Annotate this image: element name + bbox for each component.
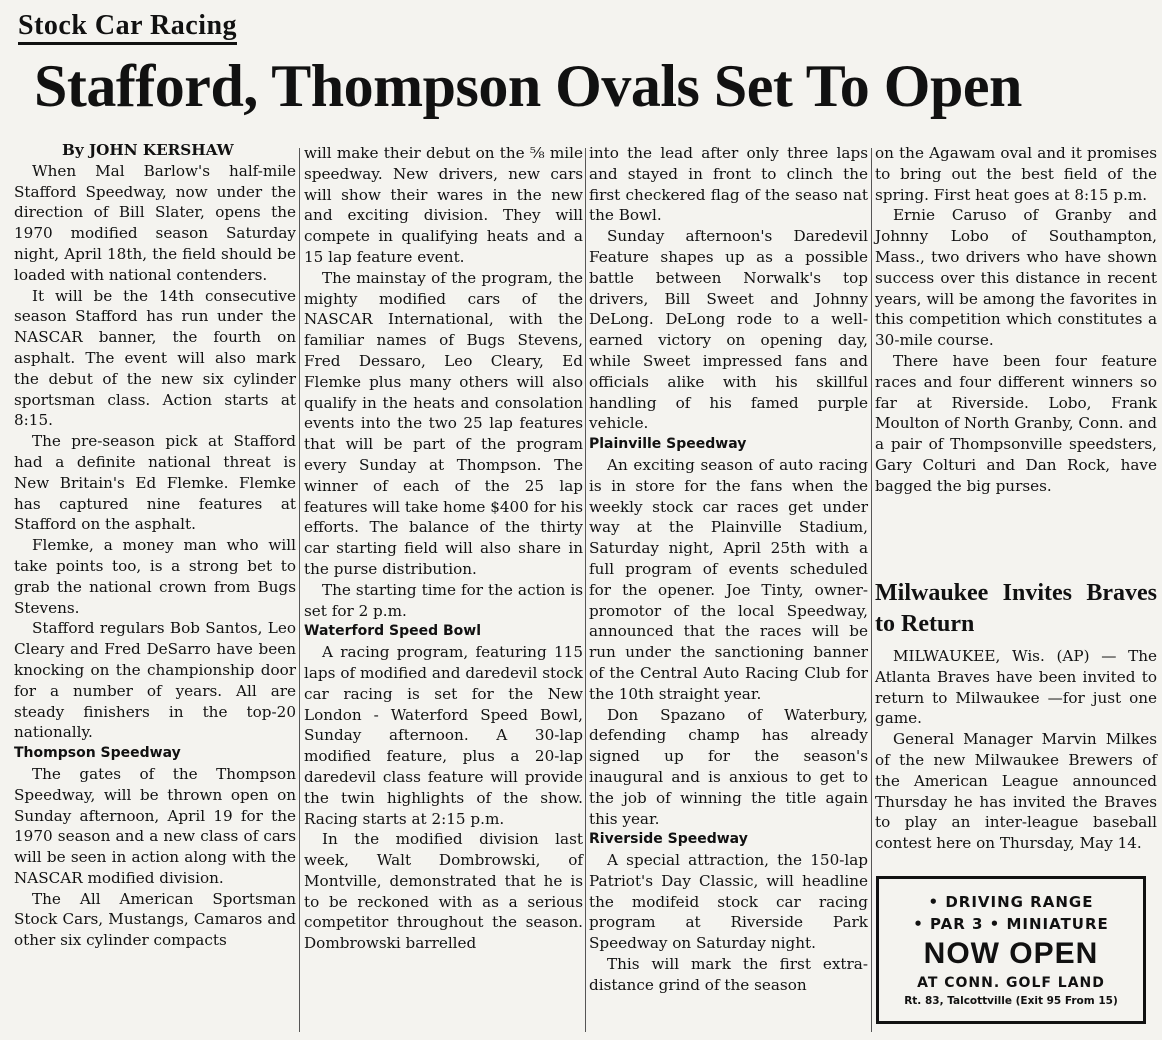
paragraph: Flemke, a money man who will take points too, is a strong bet to grab the national crown from Bugs Stevens. xyxy=(14,536,296,617)
column-rule xyxy=(871,148,872,1032)
paragraph: General Manager Marvin Milkes of the new Milwaukee Brewers of the American League announced Thursday he has invited the Braves to play an inter-league baseball contest here on Thursday, May 14. xyxy=(875,730,1157,853)
article-column-2 xyxy=(304,143,583,954)
ad-line-driving-range: • DRIVING RANGE xyxy=(928,893,1094,911)
article-column-1 xyxy=(14,140,296,951)
column-rule xyxy=(299,148,300,1032)
paragraph: The mainstay of the program, the mighty modified cars of the NASCAR International, with the familiar names of Bugs Stevens, Fred Dessaro, Leo Cleary, Ed Flemke plus many others will also qualify in the heats and consolation events into the two 25 lap features that will be part of the program every Sunday at Thompson. The winner of each of the 25 lap features will take home $400 for his efforts. The balance of the thirty car starting field will also share in the purse distribution. xyxy=(304,268,583,578)
paragraph: The starting time for the action is set for 2 p.m. xyxy=(304,580,583,620)
paragraph: There have been four feature races and four different winners so far at Riverside. Lobo, Frank Moulton of North Granby, Conn. and a pair of Thompsonville speedsters, Gary Colturi and Dan Rock, have bagged the big purses. xyxy=(875,351,1157,495)
paragraph: This will mark the first extra-distance grind of the season xyxy=(589,955,868,994)
subhead-riverside: Riverside Speedway xyxy=(589,831,748,848)
subhead-plainville: Plainville Speedway xyxy=(589,436,747,453)
paragraph: on the Agawam oval and it promises to bring out the best field of the spring. First heat goes at 8:15 p.m. xyxy=(875,144,1157,204)
ad-line-par3: • PAR 3 • MINIATURE xyxy=(913,915,1109,933)
paragraph: Stafford regulars Bob Santos, Leo Cleary and Fred DeSarro have been knocking on the championship door for a number of years. All are steady finishers in the top-20 nationally. xyxy=(14,619,296,742)
paragraph: It will be the 14th consecutive season Stafford has run under the NASCAR banner, the fourth on asphalt. The event will also mark the debut of the new six cylinder sportsman class. Action starts at 8:15. xyxy=(14,286,296,430)
page-headline: Stafford, Thompson Ovals Set To Open xyxy=(34,53,1022,119)
paragraph: MILWAUKEE, Wis. (AP) — The Atlanta Braves have been invited to return to Milwaukee —for just one game. xyxy=(875,647,1157,728)
paragraph: A special attraction, the 150-lap Patriot's Day Classic, will headline the modifeid stock car racing program at Riverside Park Speedway on Saturday night. xyxy=(589,851,868,953)
paragraph: A racing program, featuring 115 laps of modified and daredevil stock car racing is set for the New London - Waterford Speed Bowl, Sunday afternoon. A 30-lap modified feature, plus a 20-lap daredevil class feature will provide the twin highlights of the show. Racing starts at 2:15 p.m. xyxy=(304,643,583,828)
article-column-3 xyxy=(589,143,868,996)
ad-address: Rt. 83, Talcottville (Exit 95 From 15) xyxy=(904,995,1118,1007)
ad-location: AT CONN. GOLF LAND xyxy=(917,975,1105,991)
paragraph: Ernie Caruso of Granby and Johnny Lobo of Southampton, Mass., two drivers who have shown success over this distance in recent years, will be among the favorites in this competition which constitutes a 30-mile course. xyxy=(875,206,1157,350)
paragraph: into the lead after only three laps and stayed in front to clinch the first checkered flag of the seaso nat the Bowl. xyxy=(589,144,868,225)
subhead-thompson: Thompson Speedway xyxy=(14,745,181,762)
paragraph: When Mal Barlow's half-mile Stafford Speedway, now under the direction of Bill Slater, opens the 1970 modified season Saturday night, April 18th, the field should be loaded with national contenders. xyxy=(14,161,296,284)
paragraph: will make their debut on the ⅝ mile speedway. New drivers, new cars will show their wares in the new and exciting division. They will compete in qualifying heats and a 15 lap feature event. xyxy=(304,144,583,266)
paragraph: The pre-season pick at Stafford had a definite national threat is New Britain's Ed Flemke. Flemke has captured nine features at Stafford on the asphalt. xyxy=(14,432,296,534)
paragraph: An exciting season of auto racing is in store for the fans when the weekly stock car races get under way at the Plainville Stadium, Saturday night, April 25th with a full program of events scheduled for the opener. Joe Tinty, owner-promotor of the local Speedway, announced that the races will be run under the sanctioning banner of the Central Auto Racing Club for the 10th straight year. xyxy=(589,455,868,703)
section-kicker: Stock Car Racing xyxy=(18,10,237,45)
article-column-4 xyxy=(875,143,1157,497)
ad-now-open: NOW OPEN xyxy=(923,937,1099,970)
paragraph: The All American Sportsman Stock Cars, Mustangs, Camaros and other six cylinder compacts xyxy=(14,889,296,950)
story-headline: Milwaukee Invites Braves to Return xyxy=(875,580,1157,637)
paragraph: In the modified division last week, Walt Dombrowski, of Montville, demonstrated that he is to be reckoned with as a serious competitor throughout the season. Dombrowski barrelled xyxy=(304,830,583,953)
golf-land-advertisement xyxy=(876,876,1146,1024)
paragraph: The gates of the Thompson Speedway, will be thrown open on Sunday afternoon, April 19 for the 1970 season and a new class of cars will be seen in action along with the NASCAR modified division. xyxy=(14,764,296,887)
milwaukee-story xyxy=(875,578,1157,854)
paragraph: Sunday afternoon's Daredevil Feature shapes up as a possible battle between Norwalk's top drivers, Bill Sweet and Johnny DeLong. DeLong rode to a well-earned victory on opening day, while Sweet impressed fans and officials alike with his skillful handling of his famed purple vehicle. xyxy=(589,227,868,433)
subhead-waterford: Waterford Speed Bowl xyxy=(304,623,482,640)
byline: By JOHN KERSHAW xyxy=(62,141,234,159)
column-rule xyxy=(585,148,586,1032)
paragraph: Don Spazano of Waterbury, defending champ has already signed up for the season's inaugural and is anxious to get to the job of winning the title again this year. xyxy=(589,705,868,828)
